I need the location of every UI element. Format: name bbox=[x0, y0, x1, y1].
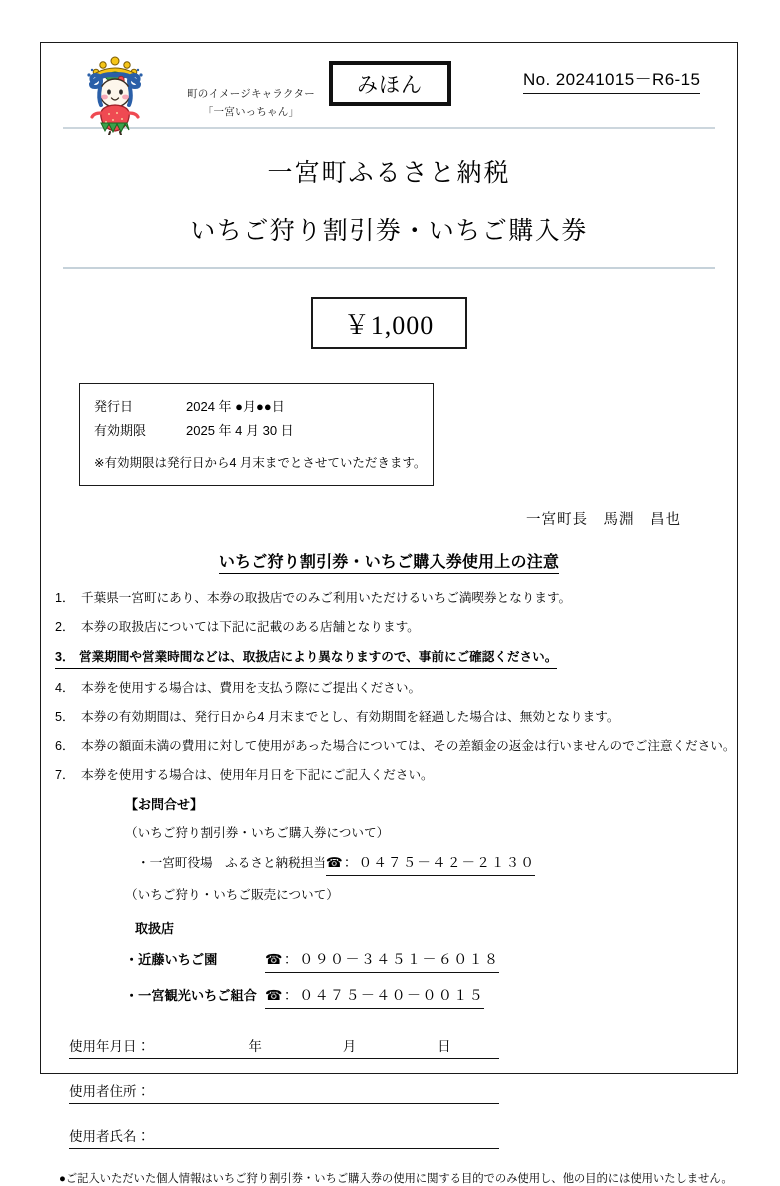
expiry-note: ※有効期限は発行日から4 月末までとさせていただきます。 bbox=[94, 456, 427, 471]
day-mark: 日 bbox=[437, 1038, 451, 1054]
notice-heading-text: いちご狩り割引券・いちご購入券使用上の注意 bbox=[219, 554, 559, 574]
voucher-header bbox=[41, 43, 737, 127]
document-number: No. 20241015－R6‐15 bbox=[523, 65, 700, 94]
contact-title: 【お問合せ】 bbox=[125, 797, 204, 813]
contact-office-name: ・一宮町役場 ふるさと納税担当 bbox=[137, 855, 326, 870]
shop-name: ・一宮観光いちご組合 bbox=[125, 988, 257, 1004]
notice-item bbox=[55, 678, 723, 698]
notice-number: 5． bbox=[55, 709, 75, 724]
use-date-field[interactable] bbox=[69, 1035, 499, 1059]
voucher-document bbox=[40, 42, 738, 1185]
user-address-field[interactable] bbox=[69, 1080, 499, 1104]
notice-number: 7． bbox=[55, 768, 75, 783]
price-amount: ￥1,000 bbox=[343, 310, 435, 340]
user-name-label: 使用者氏名： bbox=[69, 1128, 150, 1144]
notice-item bbox=[55, 588, 723, 608]
mascot-caption-line1: 町のイメージキャラクター bbox=[187, 88, 315, 100]
page-title: 一宮町ふるさと納税 bbox=[267, 160, 511, 187]
notice-item bbox=[55, 736, 736, 756]
expiry-date-label: 有効期限 bbox=[94, 423, 147, 439]
page-subtitle: いちご狩り割引券・いちご購入券 bbox=[190, 218, 588, 245]
price-box bbox=[311, 297, 467, 349]
month-mark: 月 bbox=[342, 1038, 357, 1054]
notice-list bbox=[55, 588, 736, 785]
notice-text: 本券の額面未満の費用に対して使用があった場合については、その差額金の返金は行いませんのでご注意ください。 bbox=[81, 738, 736, 753]
title-divider bbox=[63, 267, 715, 269]
mayor-signature: 一宮町長 馬淵 昌也 bbox=[526, 512, 681, 529]
issue-date-label: 発行日 bbox=[94, 399, 134, 414]
shop-row bbox=[125, 949, 737, 973]
notice-item bbox=[55, 707, 723, 727]
user-name-field[interactable] bbox=[69, 1125, 499, 1149]
notice-number: 1． bbox=[55, 591, 75, 606]
notice-number: 2． bbox=[55, 620, 75, 635]
price-section bbox=[41, 297, 737, 349]
expiry-date-value: 2025 年 4 月 30 日 bbox=[186, 423, 294, 439]
privacy-note: ●ご記入いただいた個人情報はいちご狩り割引券・いちご購入券の使用に関する目的でのみ使用し、他の目的には使用いたしません。 bbox=[59, 1172, 733, 1185]
notice-text: 営業期間や営業時間などは、取扱店により異なりますので、事前にご確認ください。 bbox=[79, 647, 557, 669]
mascot-icon bbox=[83, 53, 147, 135]
issue-date-row bbox=[94, 395, 419, 419]
notice-text: 本券の取扱店については下記に記載のある店舗となります。 bbox=[81, 620, 420, 635]
notice-item bbox=[55, 617, 723, 637]
notice-number: 6． bbox=[55, 738, 75, 753]
contact-office-phone[interactable]: ☎：０４７５－４２－２１３０ bbox=[326, 853, 535, 876]
notice-number: 4． bbox=[55, 680, 75, 695]
user-address-label: 使用者住所： bbox=[69, 1083, 150, 1099]
expiry-date-row bbox=[94, 419, 419, 443]
shop-phone[interactable]: ☎：０９０－３４５１－６０１８ bbox=[265, 949, 499, 973]
notice-text: 千葉県一宮町にあり、本券の取扱店でのみご利用いただけるいちご満喫券となります。 bbox=[81, 591, 572, 606]
use-date-label: 使用年月日： bbox=[69, 1038, 150, 1054]
date-box bbox=[79, 383, 434, 486]
mascot-caption bbox=[171, 85, 331, 122]
contact-subject-1: （いちご狩り割引券・いちご購入券について） bbox=[125, 826, 390, 841]
notice-text: 本券を使用する場合は、使用年月日を下記にご記入ください。 bbox=[81, 768, 434, 783]
sample-stamp-box bbox=[329, 61, 451, 106]
contact-section bbox=[125, 795, 737, 1009]
sample-stamp-label: みほん bbox=[357, 72, 423, 97]
notice-number: 3． bbox=[55, 647, 79, 669]
header-divider bbox=[63, 127, 715, 129]
shop-name: ・近藤いちご園 bbox=[125, 952, 218, 968]
notice-text: 本券を使用する場合は、費用を支払う際にご提出ください。 bbox=[81, 680, 422, 695]
mascot-caption-line2: 「一宮いっちゃん」 bbox=[202, 106, 300, 119]
shops-title: 取扱店 bbox=[135, 921, 175, 937]
notice-text: 本券の有効期間は、発行日から4 月末までとし、有効期間を経過した場合は、無効となります。 bbox=[81, 709, 620, 724]
contact-office-row bbox=[137, 853, 737, 876]
notice-item bbox=[55, 647, 723, 669]
shop-phone[interactable]: ☎：０４７５－４０－００１５ bbox=[265, 985, 484, 1009]
shop-row bbox=[125, 985, 737, 1009]
year-mark: 年 bbox=[248, 1038, 262, 1054]
fill-in-fields bbox=[69, 1035, 499, 1149]
contact-subject-2: （いちご狩り・いちご販売について） bbox=[125, 887, 339, 902]
use-date-marks bbox=[150, 1035, 499, 1055]
issue-date-value: 2024 年 ●月●●日 bbox=[186, 399, 285, 414]
notice-heading bbox=[41, 549, 737, 572]
notice-item bbox=[55, 765, 723, 785]
